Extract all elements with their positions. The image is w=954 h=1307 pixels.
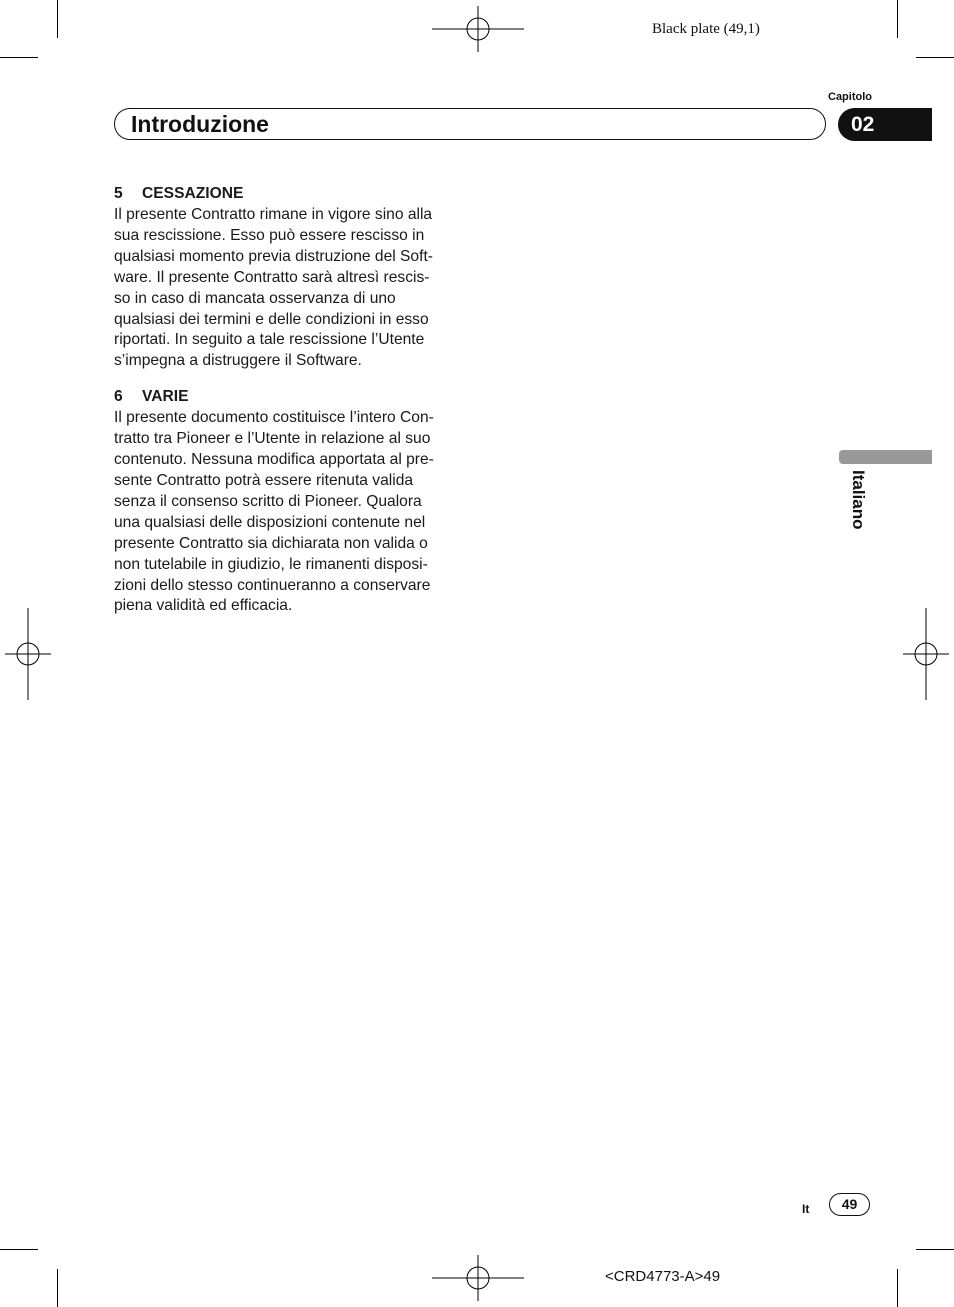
language-code: It — [802, 1202, 810, 1216]
section-6 — [114, 386, 459, 617]
section-number: 5 — [114, 185, 123, 202]
text-line: senza il consenso scritto di Pioneer. Qualora — [114, 492, 422, 510]
page-title: Introduzione — [131, 111, 269, 137]
section-number: 6 — [114, 388, 123, 406]
text-line: zioni dello stesso continueranno a conservare — [114, 576, 431, 594]
section-5 — [114, 183, 459, 372]
text-line: qualsiasi dei termini e delle condizioni in esso — [114, 310, 429, 328]
section-heading — [114, 386, 459, 408]
chapter-label: Capitolo — [828, 91, 872, 103]
text-line: qualsiasi momento previa distruzione del Soft- — [114, 247, 433, 265]
text-line: piena validità ed efficacia. — [114, 597, 293, 615]
text-line: Il presente documento costituisce l’intero Con- — [114, 409, 434, 427]
registration-mark-bottom — [432, 1255, 524, 1301]
text-line: so in caso di mancata osservanza di uno — [114, 289, 396, 307]
text-line: contenuto. Nessuna modifica apportata al pre- — [114, 451, 434, 469]
plate-label: Black plate (49,1) — [652, 21, 760, 37]
document-code: <CRD4773-A>49 — [605, 1268, 721, 1285]
page-number: 49 — [841, 1196, 858, 1212]
section-body — [114, 205, 459, 372]
main-content — [114, 183, 459, 631]
section-heading — [114, 183, 459, 205]
registration-mark-right — [903, 608, 949, 700]
text-line: sente Contratto potrà essere ritenuta valida — [114, 471, 414, 489]
text-line: non tutelabile in giudizio, le rimanenti disposi- — [114, 555, 428, 573]
section-title: VARIE — [142, 388, 189, 406]
language-label: Italiano — [849, 470, 868, 530]
section-title: CESSAZIONE — [142, 185, 244, 202]
text-line: s’impegna a distruggere il Software. — [114, 352, 362, 370]
text-line: riportati. In seguito a tale rescissione l’Utente — [114, 331, 425, 349]
chapter-number: 02 — [851, 113, 875, 136]
language-tab — [839, 450, 932, 464]
text-line: sua rescissione. Esso può essere rescisso in — [114, 226, 425, 244]
text-line: ware. Il presente Contratto sarà altresì rescis- — [114, 268, 430, 286]
registration-mark-left — [5, 608, 51, 700]
text-line: una qualsiasi delle disposizioni contenute nel — [114, 513, 426, 531]
text-line: Il presente Contratto rimane in vigore sino alla — [114, 206, 433, 223]
registration-mark-top — [432, 6, 524, 52]
text-line: presente Contratto sia dichiarata non valida o — [114, 534, 428, 552]
section-body — [114, 408, 459, 617]
text-line: tratto tra Pioneer e l’Utente in relazione al suo — [114, 430, 431, 448]
